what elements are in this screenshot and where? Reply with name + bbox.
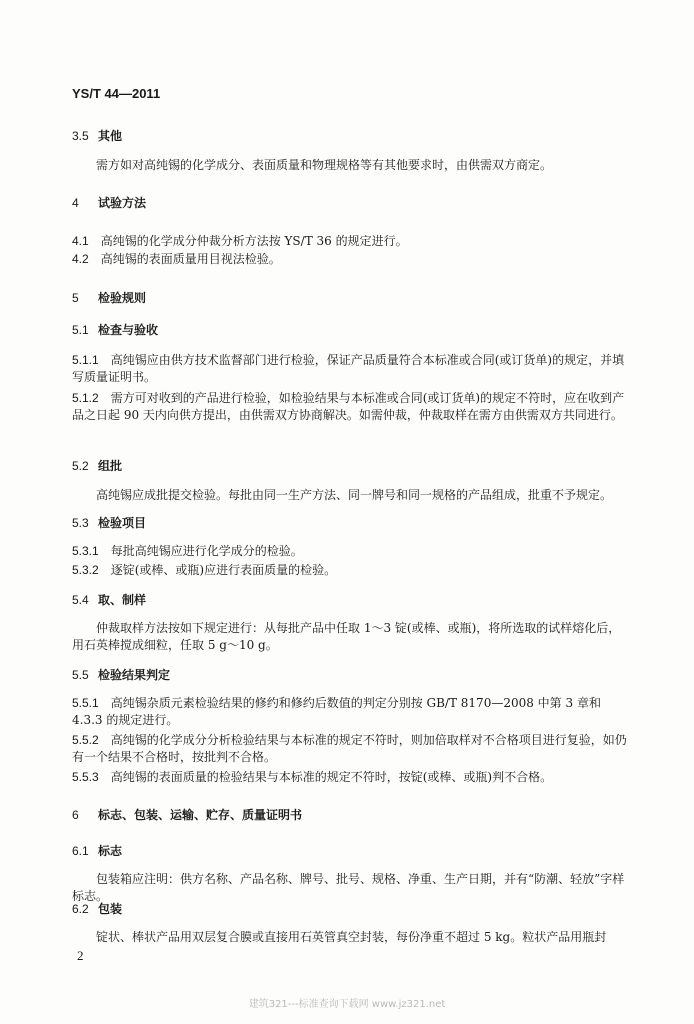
section-title: 标志: [98, 844, 123, 858]
clause-5-5-1: [72, 695, 632, 729]
page-number: 2: [77, 948, 84, 963]
section-3-5-text: 需方如对高纯锡的化学成分、表面质量和物理规格等有其他要求时，由供需双方商定。: [96, 158, 553, 172]
section-number: 4: [72, 196, 79, 210]
section-6-2-text: 锭状、棒状产品用双层复合膜或直接用石英管真空封装，每份净重不超过 5 kg。粒状产品用瓶封: [96, 930, 607, 944]
clause-text: 高纯锡的表面质量的检验结果与本标准的规定不符时，按锭(或棒、或瓶)判不合格。: [110, 770, 553, 784]
clause-number: 5.1.1: [72, 353, 99, 367]
section-title: 标志、包装、运输、贮存、质量证明书: [98, 808, 303, 822]
clause-5-5-3: [72, 769, 632, 786]
clause-text: 高纯锡杂质元素检验结果的修约和修约后数值的判定分别按 GB/T 8170—2008 中第 3 章和 4.3.3 的规定进行。: [72, 696, 601, 727]
clause-5-1-1: [72, 352, 632, 386]
section-title: 检验规则: [98, 291, 147, 305]
clause-4-2: [72, 251, 632, 268]
section-title: 检验结果判定: [98, 668, 171, 682]
section-number: 6: [72, 808, 79, 822]
section-number: 5.2: [72, 459, 89, 473]
section-5-heading: [72, 290, 632, 307]
clause-5-3-2: [72, 562, 632, 579]
clause-text: 逐锭(或棒、或瓶)应进行表面质量的检验。: [110, 563, 337, 577]
standard-code: YS/T 44—2011: [72, 86, 161, 101]
clause-number: 5.5.1: [72, 696, 99, 710]
section-number: 5.5: [72, 668, 89, 682]
section-6-heading: [72, 807, 632, 824]
section-5-2-text: 高纯锡应成批提交检验。每批由同一生产方法、同一牌号和同一规格的产品组成，批重不予规定。: [96, 488, 613, 502]
clause-text: 需方可对收到的产品进行检验，如检验结果与本标准或合同(或订货单)的规定不符时，应在收到产品之日起 90 天内向供方提出，由供需双方协商解决。如需仲裁，仲裁取样在需方由供需双方共同进行。: [72, 391, 625, 422]
section-3-5-heading: [72, 128, 632, 145]
section-title: 试验方法: [98, 196, 147, 210]
clause-number: 4.1: [72, 234, 89, 248]
section-title: 包装: [98, 902, 123, 916]
section-number: 5.1: [72, 323, 89, 337]
section-4-heading: [72, 195, 632, 212]
clause-5-5-2: [72, 732, 632, 766]
clause-5-3-1: [72, 543, 632, 560]
section-5-4-text: 仲裁取样方法按如下规定进行：从每批产品中任取 1～3 锭(或棒、或瓶)，将所选取的试样熔化后，用石英棒搅成细粒，任取 5 g～10 g。: [72, 621, 621, 652]
clause-number: 5.3.2: [72, 563, 99, 577]
clause-number: 4.2: [72, 252, 89, 266]
section-title: 其他: [98, 129, 123, 143]
clause-number: 5.5.2: [72, 733, 99, 747]
section-number: 6.1: [72, 844, 89, 858]
section-number: 3.5: [72, 129, 89, 143]
section-5-3-heading: [72, 515, 632, 532]
section-title: 取、制样: [98, 593, 147, 607]
clause-5-1-2: [72, 390, 632, 424]
clause-text: 高纯锡应由供方技术监督部门进行检验，保证产品质量符合本标准或合同(或订货单)的规定，并填写质量证明书。: [72, 353, 625, 384]
clause-text: 高纯锡的化学成分分析检验结果与本标准的规定不符时，则加倍取样对不合格项目进行复验，如仍有一个结果不合格时，按批判不合格。: [72, 733, 627, 764]
section-title: 检验项目: [98, 516, 147, 530]
clause-number: 5.5.3: [72, 770, 99, 784]
clause-number: 5.1.2: [72, 391, 99, 405]
clause-4-1: [72, 233, 632, 250]
section-title: 检查与验收: [98, 323, 159, 337]
section-title: 组批: [98, 459, 123, 473]
section-number: 5.3: [72, 516, 89, 530]
section-number: 5.4: [72, 593, 89, 607]
clause-number: 5.3.1: [72, 544, 99, 558]
watermark: 建筑321---标准查询下载网 www.jz321.net: [248, 999, 446, 1010]
section-6-1-text: 包装箱应注明：供方名称、产品名称、牌号、批号、规格、净重、生产日期，并有“防潮、轻放”字样标志。: [72, 872, 625, 903]
section-5-2-heading: [72, 458, 632, 475]
section-5-1-heading: [72, 322, 632, 339]
clause-text: 每批高纯锡应进行化学成分的检验。: [110, 544, 303, 558]
section-number: 5: [72, 291, 79, 305]
section-5-4-heading: [72, 592, 632, 609]
section-6-1-heading: [72, 843, 632, 860]
section-5-5-heading: [72, 667, 632, 684]
section-number: 6.2: [72, 902, 89, 916]
clause-text: 高纯锡的表面质量用目视法检验。: [100, 252, 281, 266]
clause-text: 高纯锡的化学成分仲裁分析方法按 YS/T 36 的规定进行。: [100, 234, 408, 248]
section-6-2-heading: [72, 901, 632, 918]
